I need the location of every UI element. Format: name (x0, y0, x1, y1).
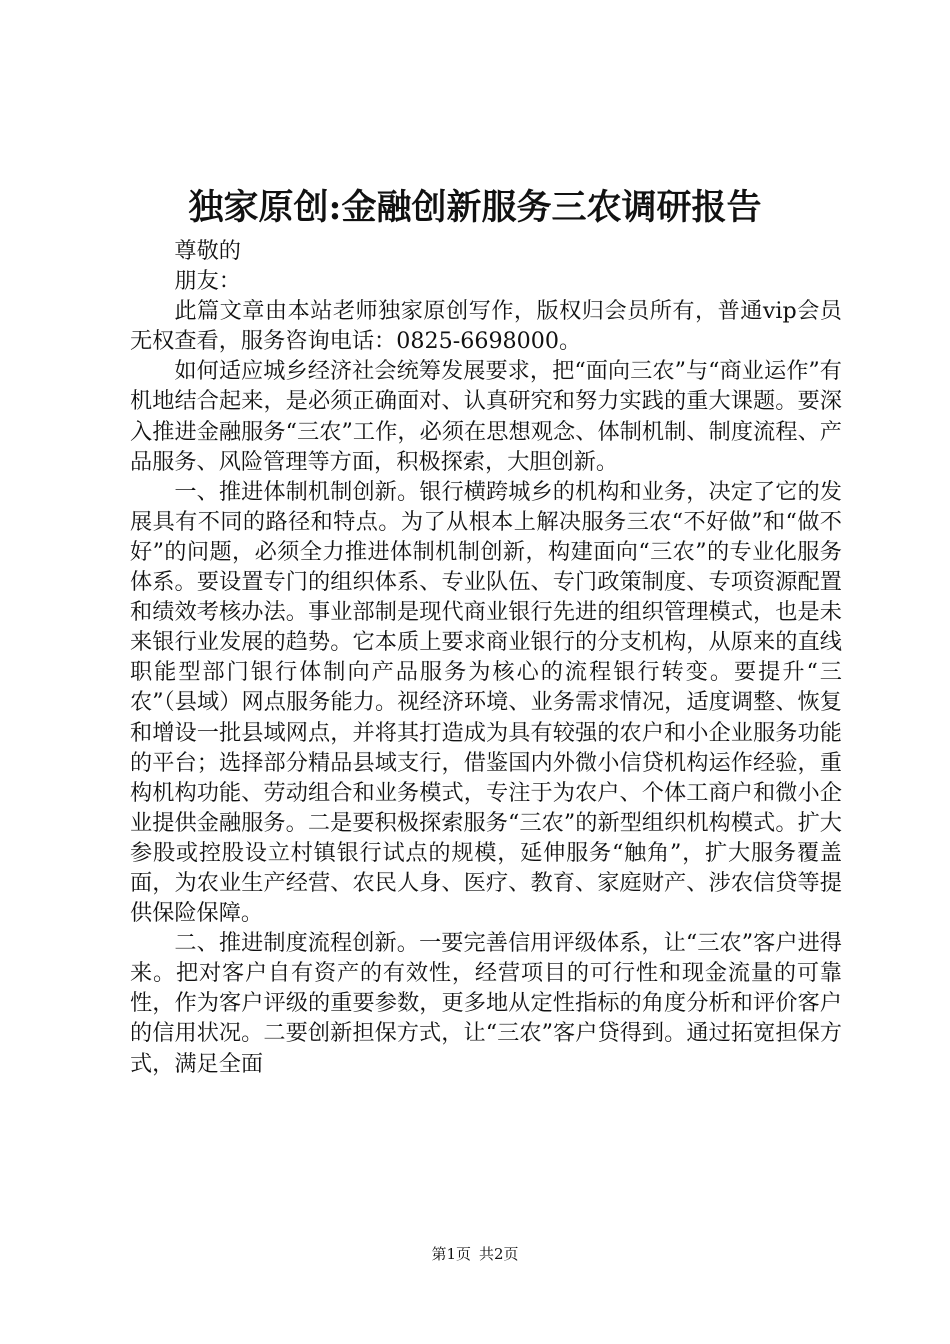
document-body (130, 236, 842, 1079)
salutation-line-1: 尊敬的 (174, 238, 241, 264)
section-2-paragraph: 二、推进制度流程创新。一要完善信用评级体系，让“三农”客户进得来。把对客户自有资产的有效性，经营项目的可行性和现金流量的可靠性，作为客户评级的重要参数，更多地从定性指标的角度分析和评价客户的信用状况。二要创新担保方式，让“三农”客户贷得到。通过拓宽担保方式，满足全面 (130, 930, 842, 1077)
salutation-line-2: 朋友： (174, 268, 241, 295)
page-footer (0, 1244, 950, 1264)
page-total: 共2页 (479, 1245, 519, 1263)
section-1-paragraph: 一、推进体制机制创新。银行横跨城乡的机构和业务，决定了它的发展具有不同的路径和特点。为了从根本上解决服务三农“不好做”和“做不好”的问题，必须全力推进体制机制创新，构建面向“三农”的专业化服务体系。要设置专门的组织体系、专业队伍、专门政策制度、专项资源配置和绩效考核办法。事业部制是现代商业银行先进的组织管理模式，也是未来银行业发展的趋势。它本质上要求商业银行的分支机构，从原来的直线职能型部门银行体制向产品服务为核心的流程银行转变。要提升“三农”（县域）网点服务能力。视经济环境、业务需求情况，适度调整、恢复和增设一批县域网点，并将其打造成为具有较强的农户和小企业服务功能的平台；选择部分精品县域支行，借鉴国内外微小信贷机构运作经验，重构机构功能、劳动组合和业务模式，专注于为农户、个体工商户和微小企业提供金融服务。二是要积极探索服务“三农”的新型组织机构模式。扩大参股或控股设立村镇银行试点的规模，延伸服务“触角”，扩大服务覆盖面，为农业生产经营、农民人身、医疗、教育、家庭财产、涉农信贷等提供保险保障。 (130, 478, 842, 927)
document-title: 独家原创:金融创新服务三农调研报告 (188, 187, 762, 228)
page-number: 第1页 (431, 1245, 471, 1263)
copyright-notice: 此篇文章由本站老师独家原创写作，版权归会员所有，普通vip会员无权查看，服务咨询电话：0825-6698000。 (130, 298, 842, 355)
intro-paragraph: 如何适应城乡经济社会统筹发展要求，把“面向三农”与“商业运作”有机地结合起来，是必须正确面对、认真研究和努力实践的重大课题。要深入推进金融服务“三农”工作，必须在思想观念、体制机制、制度流程、产品服务、风险管理等方面，积极探索，大胆创新。 (130, 358, 842, 475)
